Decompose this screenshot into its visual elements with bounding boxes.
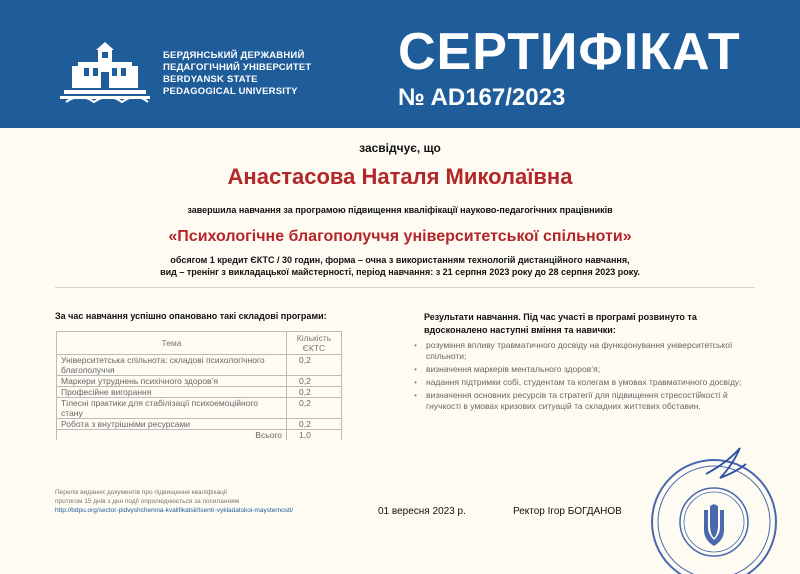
footnote bbox=[55, 488, 293, 515]
program-scope bbox=[0, 254, 800, 278]
table-row bbox=[57, 376, 342, 387]
university-logo bbox=[60, 42, 150, 104]
topic-cell: Маркери утруднень психічного здоров’я bbox=[57, 376, 287, 387]
university-name-ua-1: БЕРДЯНСЬКИЙ ДЕРЖАВНИЙ bbox=[163, 50, 305, 61]
topic-cell: Професійне вигорання bbox=[57, 387, 287, 398]
certificate-number: № AD167/2023 bbox=[398, 84, 566, 111]
results-list bbox=[414, 340, 759, 414]
table-row bbox=[57, 398, 342, 419]
header-banner bbox=[0, 0, 800, 128]
completion-text: завершила навчання за програмою підвищення кваліфікації науково-педагогічних працівників bbox=[187, 205, 613, 215]
table-row bbox=[57, 355, 342, 376]
signatory: Ректор Ігор БОГДАНОВ bbox=[513, 506, 622, 517]
credits-cell: 0,2 bbox=[287, 355, 342, 376]
scope-line-2: вид – тренінг з викладацької майстерності, період навчання: з 21 серпня 2023 року до 28 серпня 2023 року. bbox=[160, 267, 640, 277]
table-row bbox=[57, 387, 342, 398]
recipient-name: Анастасова Наталя Миколаївна bbox=[227, 164, 573, 189]
university-name-en-1: BERDYANSK STATE bbox=[163, 74, 258, 85]
table-row bbox=[57, 419, 342, 430]
attests-text: засвідчує, що bbox=[359, 141, 441, 155]
list-item: • надання підтримки собі, студентам та колегам в умовах травматичного досвіду; bbox=[414, 377, 759, 388]
components-table bbox=[56, 331, 342, 440]
list-item: • визначення основних ресурсів та стратегії для підвищення стресостійкості й гнучкості в умовах кризових ситуацій та складних життєвих обставин. bbox=[414, 390, 759, 412]
footnote-link[interactable]: http://bdpu.org/sector-pidvyshchennia-kvalifikatsii/tsentr-vykladatskoi-maysternosti/ bbox=[55, 507, 294, 514]
components-heading: За час навчання успішно опановано такі складові програми: bbox=[55, 311, 327, 321]
credits-cell: 0,2 bbox=[287, 387, 342, 398]
university-stamp bbox=[636, 444, 786, 574]
list-item: • визначення маркерів ментального здоров’я; bbox=[414, 364, 759, 375]
scope-line-1: обсягом 1 кредит ЄКТС / 30 годин, форма – очна з використанням технологій дистанційного навчання, bbox=[170, 255, 630, 265]
divider bbox=[55, 287, 755, 288]
university-name bbox=[163, 50, 311, 98]
program-title: «Психологічне благополуччя університетської спільноти» bbox=[168, 228, 632, 245]
footnote-line-2: протягом 15 днів з дня події оприлюднюється за посиланням bbox=[55, 498, 240, 505]
results-heading: Результати навчання. Під час участі в програмі розвинуто та вдосконалено наступні вміння та навички: bbox=[424, 312, 697, 335]
university-name-en-2: PEDAGOGICAL UNIVERSITY bbox=[163, 86, 298, 97]
column-header-credits: Кількість ЄКТС bbox=[287, 332, 342, 355]
list-item: • розуміння впливу травматичного досвіду на функціонування університетської спільноти; bbox=[414, 340, 759, 362]
total-label: Всього bbox=[57, 430, 287, 441]
credits-cell: 0,2 bbox=[287, 398, 342, 419]
column-header-topic: Тема bbox=[57, 332, 287, 355]
issue-date: 01 вересня 2023 р. bbox=[378, 506, 466, 517]
topic-cell: Тілесні практики для стабілізації психоемоційного стану bbox=[57, 398, 287, 419]
university-name-ua-2: ПЕДАГОГІЧНИЙ УНІВЕРСИТЕТ bbox=[163, 62, 312, 73]
table-total-row bbox=[57, 430, 342, 441]
topic-cell: Університетська спільнота: складові психологічного благополуччя bbox=[57, 355, 287, 376]
total-value: 1,0 bbox=[287, 430, 342, 441]
certificate-title: СЕРТИФІКАТ bbox=[398, 23, 741, 81]
table-header-row bbox=[57, 332, 342, 355]
credits-cell: 0,2 bbox=[287, 419, 342, 430]
credits-cell: 0,2 bbox=[287, 376, 342, 387]
footnote-line-1: Перелік виданих документів про підвищення кваліфікації bbox=[55, 489, 228, 496]
topic-cell: Робота з внутрішніми ресурсами bbox=[57, 419, 287, 430]
